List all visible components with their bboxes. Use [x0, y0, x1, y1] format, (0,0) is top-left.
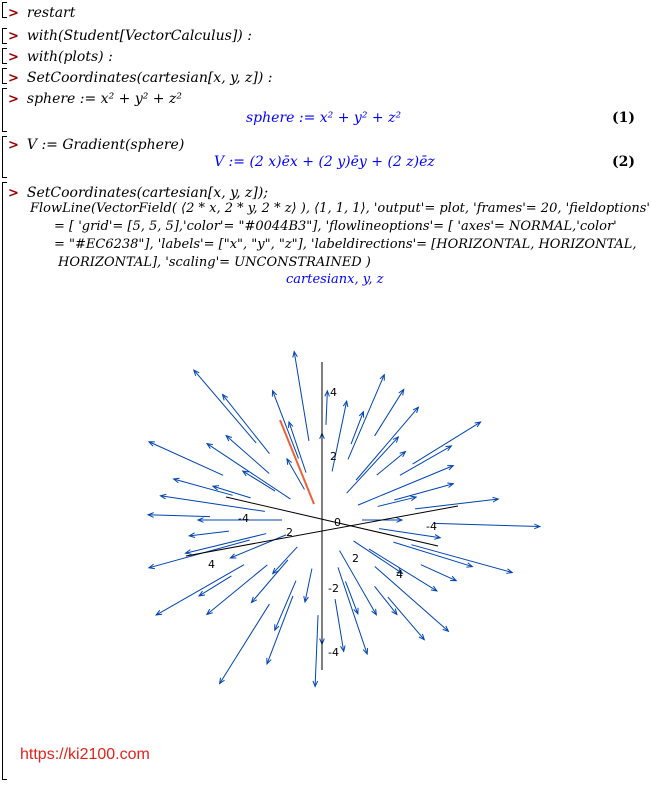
field-arrows — [148, 352, 540, 687]
field-arrowhead — [399, 389, 404, 395]
field-arrow — [413, 422, 481, 464]
input-line-gradient[interactable] — [8, 136, 184, 155]
field-arrow — [411, 545, 512, 573]
field-arrow — [160, 496, 264, 512]
input-text: V := Gradient(sphere) — [26, 137, 185, 153]
group-bracket — [2, 28, 7, 44]
field-arrowhead — [475, 422, 481, 427]
input-line-restart[interactable] — [8, 4, 75, 23]
input-text: SetCoordinates(cartesian[x, y, z]); — [26, 185, 269, 201]
prompt-symbol: > — [8, 71, 19, 86]
input-line-setcoordinates[interactable] — [8, 69, 273, 88]
flowline-curve — [280, 420, 314, 504]
field-arrow — [377, 452, 406, 476]
field-arrow — [243, 471, 275, 491]
field-arrow — [388, 597, 424, 640]
field-arrow — [194, 370, 256, 443]
field-arrow — [267, 596, 293, 664]
field-arrow — [189, 531, 229, 536]
group-bracket — [2, 2, 7, 18]
group-bracket — [2, 68, 7, 84]
tick-label: -4 — [426, 520, 437, 533]
field-arrow — [273, 547, 298, 574]
field-arrow — [375, 566, 449, 631]
field-arrow — [148, 515, 210, 517]
tick-label: 2 — [330, 450, 337, 463]
input-text: restart — [26, 5, 76, 21]
tick-label: 4 — [330, 386, 337, 399]
field-arrow — [207, 444, 291, 499]
input-text: with(Student[VectorCalculus]) : — [26, 28, 252, 44]
input-line-sphere[interactable] — [8, 90, 182, 109]
field-arrowhead — [220, 678, 225, 684]
prompt-symbol: > — [8, 92, 19, 107]
prompt-symbol: > — [8, 138, 19, 153]
input-line-flowline-1[interactable]: FlowLine(VectorField( ⟨2 * x, 2 * y, 2 * z⟩ ), ⟨1, 1, 1⟩, 'output'= plot, 'frames'= 20, 'fieldoptions' — [30, 201, 650, 216]
prompt-symbol: > — [8, 186, 19, 201]
vector-field-plot[interactable] — [108, 310, 548, 710]
group-bracket — [2, 48, 7, 64]
field-arrow — [375, 586, 397, 614]
field-arrow — [305, 569, 312, 602]
tick-label: 2 — [286, 526, 293, 539]
output-sphere: sphere := x² + y² + z² — [246, 110, 402, 126]
tick-label: 4 — [396, 568, 403, 581]
field-arrow — [348, 375, 384, 460]
input-line-flowline-3[interactable]: = "#EC6238"], 'labels'= ["x", "y", "z"], 'labeldirections'= [HORIZONTAL, HORIZONTAL, — [54, 237, 637, 252]
prompt-symbol: > — [8, 6, 19, 21]
tick-label: -4 — [328, 646, 339, 659]
field-arrowhead — [243, 471, 249, 476]
field-arrow — [223, 395, 270, 454]
group-bracket — [2, 182, 7, 780]
tick-label: -2 — [328, 582, 339, 595]
x-axis — [226, 497, 438, 546]
input-line-with-plots[interactable] — [8, 48, 113, 67]
tick-label: 2 — [352, 552, 359, 565]
field-arrow — [415, 499, 498, 509]
plot-canvas — [108, 310, 548, 710]
field-arrow — [213, 486, 251, 498]
field-arrow — [421, 565, 456, 581]
field-arrowhead — [431, 586, 437, 591]
input-line-flowline-4[interactable]: HORIZONTAL], 'scaling'= UNCONSTRAINED ) — [58, 255, 371, 270]
input-text: SetCoordinates(cartesian[x, y, z]) : — [26, 70, 273, 86]
field-arrow — [251, 560, 287, 603]
field-arrow — [174, 479, 233, 495]
equation-label-2: (2) — [612, 154, 635, 170]
prompt-symbol: > — [8, 50, 19, 65]
tick-label: 0 — [334, 516, 341, 529]
group-bracket — [2, 136, 7, 178]
group-bracket — [2, 88, 7, 132]
output-gradient: V := (2 x)ēx + (2 y)ēy + (2 z)ēz — [214, 154, 435, 170]
watermark-link[interactable]: https://ki2100.com — [20, 746, 150, 763]
field-arrow — [220, 604, 270, 684]
field-arrow — [156, 565, 244, 615]
field-arrow — [400, 446, 451, 475]
field-arrow — [378, 497, 416, 506]
field-arrow — [294, 352, 309, 441]
field-arrow — [226, 436, 269, 474]
input-text: sphere := x² + y² + z² — [26, 91, 182, 107]
field-arrow — [315, 615, 318, 686]
field-arrow — [326, 391, 327, 425]
field-arrow — [273, 391, 299, 459]
field-arrow — [434, 523, 540, 526]
output-cartesian: cartesianx, y, z — [286, 272, 384, 287]
field-arrow — [275, 581, 296, 631]
input-line-flowline-2[interactable]: = [ 'grid'= [5, 5, 5],'color'= "#0044B3"], 'flowlineoptions'= [ 'axes'= NORMAL,'color' — [54, 219, 617, 234]
prompt-symbol: > — [8, 29, 19, 44]
field-arrow — [199, 576, 231, 596]
input-text: with(plots) : — [26, 49, 113, 65]
field-arrowhead — [199, 591, 205, 596]
tick-label: 4 — [208, 558, 215, 571]
input-line-with-student[interactable] — [8, 27, 252, 46]
equation-label-1: (1) — [612, 110, 635, 126]
field-arrow — [207, 565, 267, 615]
tick-label: -4 — [238, 512, 249, 525]
field-arrow — [335, 599, 344, 651]
field-arrow — [393, 542, 472, 566]
